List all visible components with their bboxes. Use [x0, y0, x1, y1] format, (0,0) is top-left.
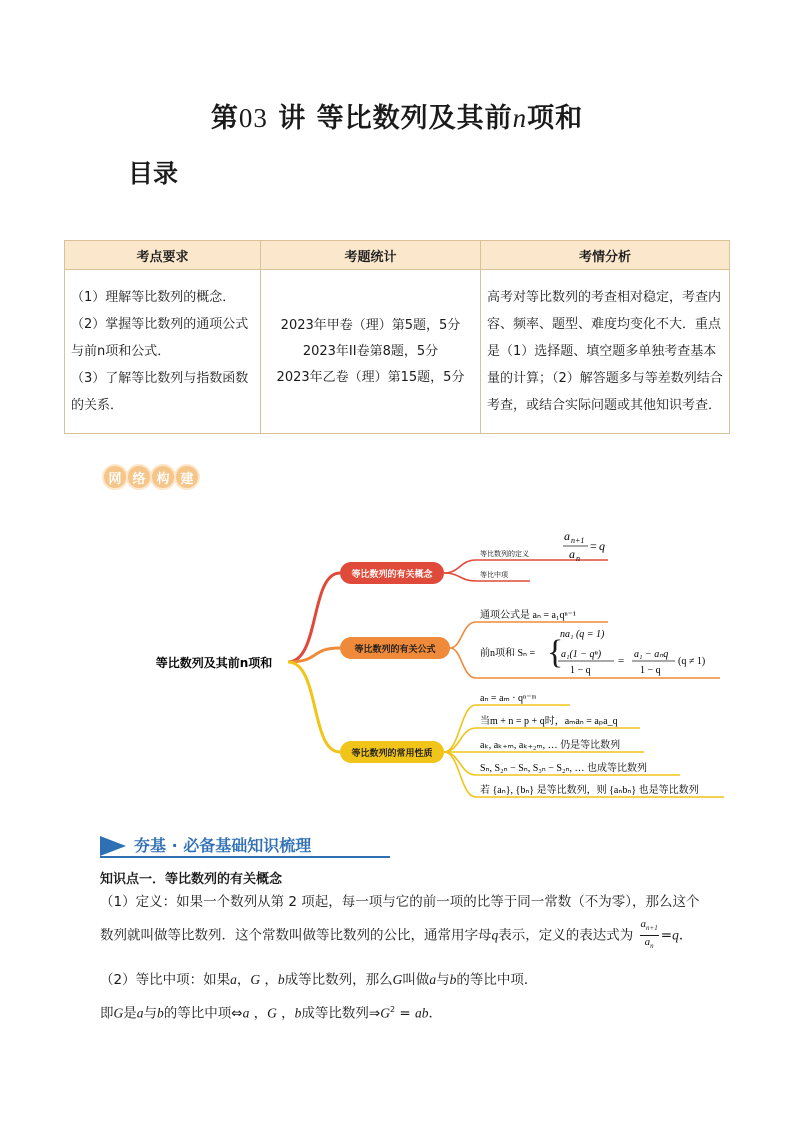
- middle-term-paragraph: （2）等比中项：如果a，G ，b成等比数列，那么G叫做a与b的等比中项．: [100, 972, 538, 988]
- equivalence-paragraph: 即G是a与b的等比中项⇔a ，G ，b成等比数列$\Rightarrow G^2$ = ab．: [100, 1005, 442, 1022]
- knowledge-point-title: 知识点一．等比数列的有关概念: [100, 872, 283, 887]
- svg-text:na₁ (q = 1): na₁ (q = 1): [560, 629, 605, 640]
- statistics-cell: 2023年甲卷（理）第5题，5分 2023年II卷第8题，5分 2023年乙卷（理）第15题，5分: [261, 270, 481, 434]
- svg-text:a₁(1 − qⁿ): a₁(1 − qⁿ): [561, 649, 602, 660]
- svg-text:aₖ, aₖ₊ₘ, aₖ₊₂ₘ, … 仍是等比数列: aₖ, aₖ₊ₘ, aₖ₊₂ₘ, … 仍是等比数列: [480, 740, 621, 751]
- svg-text:等比中项: 等比中项: [480, 571, 508, 579]
- requirements-cell: （1）理解等比数列的概念． （2）掌握等比数列的通项公式与前n项和公式． （3）了解等比数列与指数函数的关系．: [65, 270, 261, 434]
- table-header: 考点要求: [65, 241, 261, 270]
- svg-text:{: {: [547, 634, 564, 671]
- svg-text:1 − q: 1 − q: [640, 665, 661, 676]
- section-header: 夯基 · 必备基础知识梳理: [100, 832, 390, 858]
- section-arrow-icon: [100, 836, 126, 856]
- svg-text:n: n: [576, 554, 580, 563]
- svg-text:=: =: [618, 655, 625, 667]
- definition-paragraph: （1）定义：如果一个数列从第 2 项起，每一项与它的前一项的比等于同一常数（不为零），那么这个 数列就叫做等比数列．这个常数叫做等比数列的公比，通常用字母q表示，定义的表达式为 $\frac{a_{n+1}}{a_n}$ =q．: [100, 890, 740, 953]
- svg-text:若 {aₙ}, {bₙ} 是等比数列，则 {aₙbₙ} 也是: 若 {aₙ}, {bₙ} 是等比数列，则 {aₙbₙ} 也是等比数列: [480, 785, 699, 796]
- definition-fraction: $\frac{a_{n+1}}{a_n}$: [640, 918, 658, 951]
- table-header: 考题统计: [261, 241, 481, 270]
- svg-text:n+1: n+1: [571, 536, 585, 545]
- svg-text:=: =: [590, 539, 597, 553]
- requirements-table: [64, 240, 730, 434]
- svg-text:通项公式是 aₙ = a₁qⁿ⁻¹: 通项公式是 aₙ = a₁qⁿ⁻¹: [480, 610, 576, 621]
- toc-heading: 目录: [128, 159, 179, 188]
- table-header: 考情分析: [481, 241, 730, 270]
- svg-text:等比数列的有关公式: 等比数列的有关公式: [354, 645, 436, 655]
- analysis-cell: 高考对等比数列的考查相对稳定，考查内容、频率、题型、难度均变化不大．重点是（1）选择题、填空题多单独考查基本量的计算；（2）解答题多与等差数列结合考查，或结合实际问题或其他知识考查．: [481, 270, 730, 434]
- svg-text:aₙ = aₘ · qⁿ⁻ᵐ: aₙ = aₘ · qⁿ⁻ᵐ: [480, 693, 537, 704]
- svg-text:a: a: [569, 547, 575, 561]
- svg-text:前n项和 Sₙ =: 前n项和 Sₙ =: [480, 648, 536, 659]
- page-title: 第03 讲 等比数列及其前n项和: [210, 103, 584, 134]
- svg-text:1 − q: 1 − q: [570, 665, 591, 676]
- svg-text:(q ≠ 1): (q ≠ 1): [678, 656, 706, 667]
- svg-text:a: a: [564, 529, 570, 543]
- svg-text:当m + n = p + q时，aₘaₙ = aₚa_q: 当m + n = p + q时，aₘaₙ = aₚa_q: [480, 716, 618, 727]
- svg-text:等比数列的定义: 等比数列的定义: [480, 550, 529, 558]
- svg-text:a₁ − aₙq: a₁ − aₙq: [634, 649, 669, 660]
- svg-text:等比数列的常用性质: 等比数列的常用性质: [351, 749, 433, 759]
- mind-map: [0, 520, 794, 810]
- ratio-formula: [563, 529, 605, 563]
- mindmap-root: 等比数列及其前n项和: [155, 656, 273, 670]
- network-badge: 网 络 构 建: [104, 466, 198, 488]
- svg-text:等比数列的有关概念: 等比数列的有关概念: [351, 570, 433, 580]
- svg-text:q: q: [599, 539, 605, 553]
- svg-text:Sₙ, S₂ₙ − Sₙ, S₃ₙ − S₂ₙ, … 也成等: Sₙ, S₂ₙ − Sₙ, S₃ₙ − S₂ₙ, … 也成等比数列: [480, 763, 647, 774]
